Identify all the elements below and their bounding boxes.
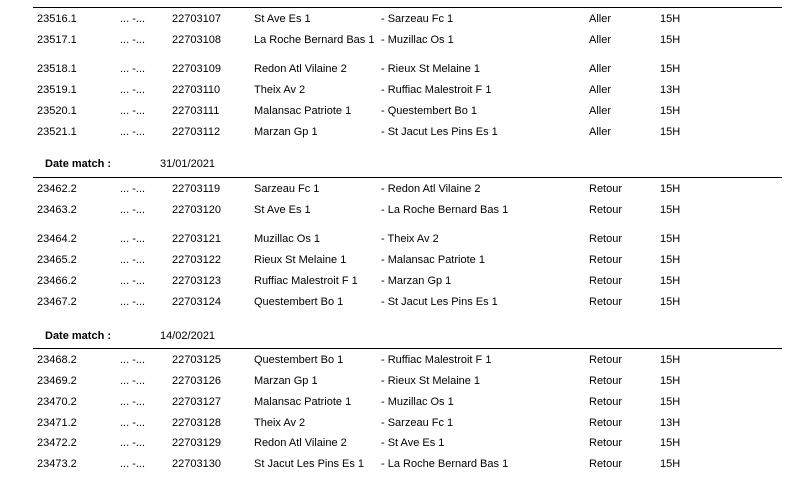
leg-type: Retour [589, 375, 623, 387]
match-id: 22703126 [172, 375, 221, 387]
table-row [0, 84, 792, 98]
away-team: - St Ave Es 1 [381, 437, 445, 449]
table-row [0, 105, 792, 119]
leg-type: Retour [589, 296, 623, 308]
home-team: Theix Av 2 [254, 417, 306, 429]
match-number: 23516.1 [37, 13, 77, 25]
away-team: - Rieux St Melaine 1 [381, 375, 481, 387]
away-team: - Sarzeau Fc 1 [381, 13, 454, 25]
table-row [0, 13, 792, 27]
kickoff-time: 15H [660, 458, 681, 470]
leg-type: Retour [589, 275, 623, 287]
home-team: St Ave Es 1 [254, 13, 311, 25]
score-placeholder: ... -... [120, 63, 146, 75]
away-team: - Redon Atl Vilaine 2 [381, 183, 481, 195]
away-team: - Rieux St Melaine 1 [381, 63, 481, 75]
kickoff-time: 13H [660, 417, 681, 429]
home-team: La Roche Bernard Bas 1 [254, 34, 375, 46]
match-number: 23462.2 [37, 183, 77, 195]
leg-type: Retour [589, 233, 623, 245]
leg-type: Retour [589, 417, 623, 429]
score-placeholder: ... -... [120, 396, 146, 408]
leg-type: Aller [589, 13, 612, 25]
away-team: - Ruffiac Malestroit F 1 [381, 354, 492, 366]
leg-type: Aller [589, 63, 612, 75]
kickoff-time: 15H [660, 126, 681, 138]
table-row [0, 275, 792, 289]
away-team: - Malansac Patriote 1 [381, 254, 485, 266]
match-id: 22703111 [172, 105, 220, 117]
match-date: 31/01/2021 [160, 158, 216, 170]
away-team: - Questembert Bo 1 [381, 105, 477, 117]
home-team: Theix Av 2 [254, 84, 306, 96]
kickoff-time: 15H [660, 34, 681, 46]
match-number: 23469.2 [37, 375, 77, 387]
home-team: Marzan Gp 1 [254, 375, 318, 387]
home-team: Marzan Gp 1 [254, 126, 318, 138]
kickoff-time: 15H [660, 375, 681, 387]
kickoff-time: 15H [660, 254, 681, 266]
table-row [0, 354, 792, 368]
match-number: 23473.2 [37, 458, 77, 470]
match-id: 22703125 [172, 354, 221, 366]
match-id: 22703119 [172, 183, 221, 195]
score-placeholder: ... -... [120, 437, 146, 449]
away-team: - Marzan Gp 1 [381, 275, 452, 287]
table-row [0, 34, 792, 48]
score-placeholder: ... -... [120, 105, 146, 117]
match-id: 22703110 [172, 84, 221, 96]
score-placeholder: ... -... [120, 275, 146, 287]
date-label: Date match : [45, 330, 112, 342]
match-number: 23467.2 [37, 296, 77, 308]
section-divider [33, 177, 782, 178]
kickoff-time: 15H [660, 183, 681, 195]
score-placeholder: ... -... [120, 126, 146, 138]
score-placeholder: ... -... [120, 204, 146, 216]
score-placeholder: ... -... [120, 34, 146, 46]
table-row [0, 437, 792, 451]
home-team: Questembert Bo 1 [254, 354, 344, 366]
table-row [0, 254, 792, 268]
match-number: 23466.2 [37, 275, 77, 287]
kickoff-time: 15H [660, 354, 681, 366]
match-id: 22703121 [172, 233, 221, 245]
kickoff-time: 15H [660, 396, 681, 408]
match-id: 22703124 [172, 296, 221, 308]
away-team: - La Roche Bernard Bas 1 [381, 204, 509, 216]
match-number: 23465.2 [37, 254, 77, 266]
table-row [0, 375, 792, 389]
leg-type: Retour [589, 354, 623, 366]
leg-type: Retour [589, 396, 623, 408]
leg-type: Aller [589, 34, 612, 46]
match-number: 23520.1 [37, 105, 77, 117]
match-number: 23468.2 [37, 354, 77, 366]
kickoff-time: 13H [660, 84, 681, 96]
home-team: Muzillac Os 1 [254, 233, 321, 245]
leg-type: Aller [589, 105, 612, 117]
table-row [0, 63, 792, 77]
match-id: 22703123 [172, 275, 221, 287]
away-team: - Sarzeau Fc 1 [381, 417, 454, 429]
home-team: Redon Atl Vilaine 2 [254, 437, 347, 449]
match-id: 22703112 [172, 126, 221, 138]
home-team: Questembert Bo 1 [254, 296, 344, 308]
match-number: 23463.2 [37, 204, 77, 216]
kickoff-time: 15H [660, 275, 681, 287]
date-header [0, 158, 792, 172]
section-divider [33, 348, 782, 349]
date-header [0, 330, 792, 344]
match-id: 22703109 [172, 63, 221, 75]
away-team: - Ruffiac Malestroit F 1 [381, 84, 492, 96]
table-row [0, 458, 792, 472]
match-number: 23521.1 [37, 126, 77, 138]
home-team: Rieux St Melaine 1 [254, 254, 347, 266]
match-id: 22703107 [172, 13, 221, 25]
match-number: 23517.1 [37, 34, 77, 46]
away-team: - Theix Av 2 [381, 233, 439, 245]
away-team: - La Roche Bernard Bas 1 [381, 458, 509, 470]
score-placeholder: ... -... [120, 13, 146, 25]
kickoff-time: 15H [660, 437, 681, 449]
away-team: - Muzillac Os 1 [381, 34, 454, 46]
away-team: - St Jacut Les Pins Es 1 [381, 126, 498, 138]
score-placeholder: ... -... [120, 458, 146, 470]
score-placeholder: ... -... [120, 417, 146, 429]
match-number: 23472.2 [37, 437, 77, 449]
table-row [0, 396, 792, 410]
leg-type: Aller [589, 126, 612, 138]
home-team: St Jacut Les Pins Es 1 [254, 458, 365, 470]
away-team: - Muzillac Os 1 [381, 396, 454, 408]
home-team: Sarzeau Fc 1 [254, 183, 320, 195]
match-date: 14/02/2021 [160, 330, 216, 342]
match-id: 22703128 [172, 417, 221, 429]
leg-type: Retour [589, 458, 623, 470]
score-placeholder: ... -... [120, 233, 146, 245]
kickoff-time: 15H [660, 296, 681, 308]
home-team: St Ave Es 1 [254, 204, 311, 216]
score-placeholder: ... -... [120, 354, 146, 366]
match-id: 22703127 [172, 396, 221, 408]
home-team: Ruffiac Malestroit F 1 [254, 275, 358, 287]
table-row [0, 126, 792, 140]
leg-type: Aller [589, 84, 612, 96]
match-number: 23519.1 [37, 84, 77, 96]
score-placeholder: ... -... [120, 84, 146, 96]
score-placeholder: ... -... [120, 254, 146, 266]
away-team: - St Jacut Les Pins Es 1 [381, 296, 498, 308]
match-number: 23464.2 [37, 233, 77, 245]
match-id: 22703130 [172, 458, 221, 470]
match-number: 23518.1 [37, 63, 77, 75]
home-team: Redon Atl Vilaine 2 [254, 63, 347, 75]
match-id: 22703122 [172, 254, 221, 266]
leg-type: Retour [589, 437, 623, 449]
kickoff-time: 15H [660, 63, 681, 75]
table-row [0, 183, 792, 197]
match-id: 22703120 [172, 204, 221, 216]
home-team: Malansac Patriote 1 [254, 105, 352, 117]
score-placeholder: ... -... [120, 375, 146, 387]
match-id: 22703129 [172, 437, 221, 449]
match-number: 23470.2 [37, 396, 77, 408]
home-team: Malansac Patriote 1 [254, 396, 352, 408]
table-row [0, 417, 792, 431]
table-row [0, 296, 792, 310]
table-row [0, 204, 792, 218]
score-placeholder: ... -... [120, 183, 146, 195]
date-label: Date match : [45, 158, 112, 170]
table-row [0, 233, 792, 247]
leg-type: Retour [589, 254, 623, 266]
leg-type: Retour [589, 204, 623, 216]
leg-type: Retour [589, 183, 623, 195]
kickoff-time: 15H [660, 233, 681, 245]
kickoff-time: 15H [660, 105, 681, 117]
match-id: 22703108 [172, 34, 221, 46]
kickoff-time: 15H [660, 13, 681, 25]
score-placeholder: ... -... [120, 296, 146, 308]
match-number: 23471.2 [37, 417, 77, 429]
section-divider [33, 7, 782, 8]
kickoff-time: 15H [660, 204, 681, 216]
